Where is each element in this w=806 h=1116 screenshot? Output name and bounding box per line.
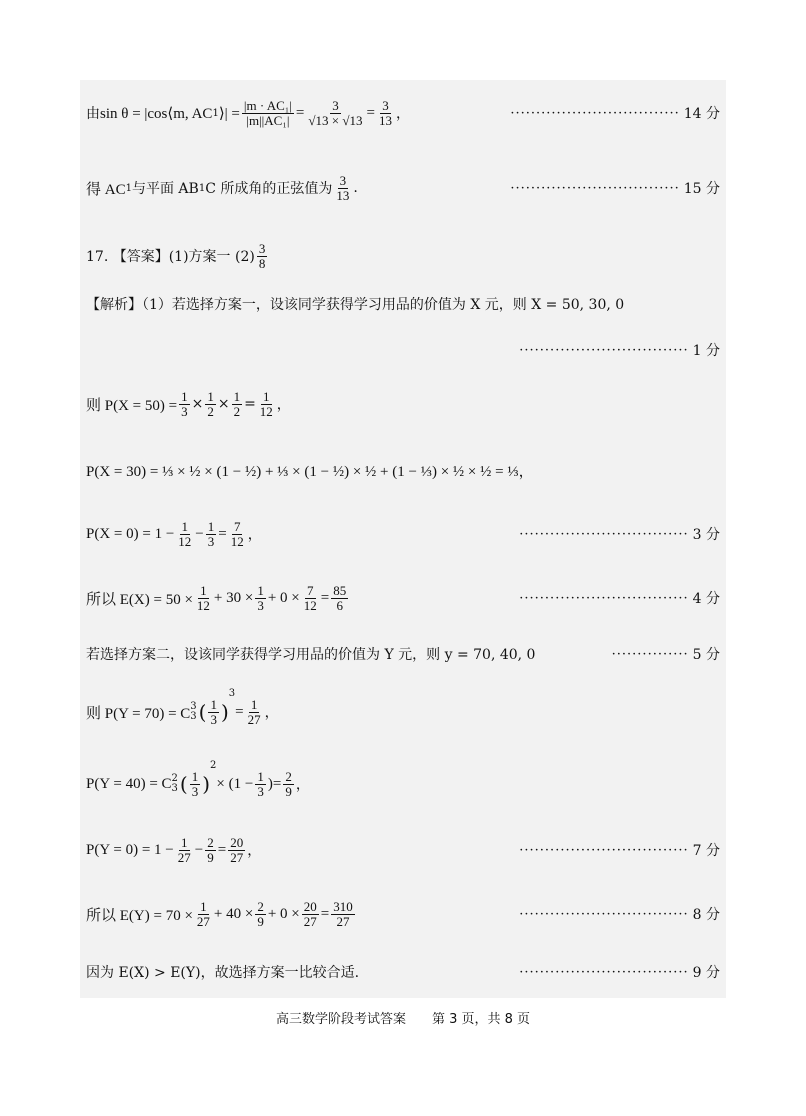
math-prefix: P(Y = 40) = C xyxy=(86,775,172,792)
dot-leader: ································· xyxy=(510,105,680,121)
math-prefix: 所以 E(Y) = 70 × xyxy=(86,907,193,924)
score-15 xyxy=(510,178,720,198)
text-part-2: 与平面 AB xyxy=(131,181,199,197)
score-label: 3 分 xyxy=(692,527,720,543)
math-prefix: 所以 E(X) = 50 × xyxy=(86,591,193,608)
dot-leader: ································· xyxy=(519,590,689,606)
line-ex: 所以 E(X) = 50 × $\frac{1}{12}$ + 30 × $\frac{1}{3}$ + 0 × $\frac{7}{12}$ = $\frac{85}{6}$ xyxy=(86,582,347,613)
score-label: 8 分 xyxy=(692,907,720,923)
text-part-3: C 所成角的正弦值为 xyxy=(205,181,333,197)
dot-leader: ································· xyxy=(519,964,689,980)
line-px0: P(X = 0) = 1 − $\frac{1}{12}$ − $\frac{1}{3}$ = $\frac{7}{12}$ ， xyxy=(86,518,262,549)
math-prefix: P(X = 0) = 1 − xyxy=(86,525,175,542)
score-label: 7 分 xyxy=(692,843,720,859)
math-sub: 1 xyxy=(212,107,219,119)
score-label: 9 分 xyxy=(692,965,720,981)
score-5 xyxy=(612,644,720,664)
text-part-1: 得 AC xyxy=(86,181,126,198)
fraction: $\frac{3}{13}$ xyxy=(336,172,350,203)
conclusion-text: 因为 E(X) > E(Y)，故选择方案一比较合适. xyxy=(86,965,360,981)
dot-leader: ································· xyxy=(519,906,689,922)
math-expr2: ⟩| = xyxy=(218,105,240,122)
score-9 xyxy=(519,962,720,982)
dot-leader: ································· xyxy=(510,180,680,196)
math-prefix: 则 P(X = 50) = xyxy=(86,397,178,414)
score-label: 1 分 xyxy=(692,343,720,359)
line-py40: P(Y = 40) = C 2 3 ( $\frac{1}{3}$ ) 2 × (1 − $\frac{1}{3}$ ) = $\frac{2}{9}$ ， xyxy=(86,760,310,799)
fraction-3: $\frac{3}{13}$ xyxy=(378,97,392,128)
math-expr: P(X = 30) = ⅓ × ½ × (1 − ½) + ⅓ × (1 − ½) × ½ + (1 − ⅓) × ½ × ½ = ⅓， xyxy=(86,463,534,480)
dot-leader: ··············· xyxy=(611,646,689,662)
math-expr: sin θ = |cos⟨m, AC xyxy=(100,105,213,122)
score-3 xyxy=(519,524,720,544)
score-label: 4 分 xyxy=(692,591,720,607)
line-px50: 则 P(X = 50) = $\frac{1}{3}$ × $\frac{1}{2}$ × $\frac{1}{2}$ = $\frac{1}{12}$ ， xyxy=(86,388,291,419)
page-footer: 高三数学阶段考试答案 第 3 页，共 8 页 xyxy=(275,1012,531,1027)
sub-1: 1 xyxy=(125,182,132,194)
math-prefix: P(Y = 0) = 1 − xyxy=(86,841,174,858)
score-4 xyxy=(519,588,720,608)
fraction-2: $\frac{3}{√13 \times √13}$ xyxy=(308,97,363,128)
analysis-text: 【解析】（1）若选择方案一，设该同学获得学习用品的价值为 X 元，则 X = 50, 30, 0 xyxy=(86,297,625,313)
dot-leader: ································· xyxy=(519,842,689,858)
eq-sign-2: = xyxy=(366,104,375,121)
line-py0: P(Y = 0) = 1 − $\frac{1}{27}$ − $\frac{2}{9}$ = $\frac{20}{27}$ ， xyxy=(86,834,262,865)
score-label: 5 分 xyxy=(692,647,720,663)
line-px30 xyxy=(86,448,724,492)
line-analysis-intro xyxy=(86,292,724,316)
plan-two-text: 若选择方案二，设该同学获得学习用品的价值为 Y 元，则 y = 70, 40, 0 xyxy=(86,647,536,663)
math-prefix: 则 P(Y = 70) = C xyxy=(86,705,191,722)
line-answer-17 xyxy=(86,236,724,276)
score-label: 15 分 xyxy=(683,181,720,197)
dot-leader: ································· xyxy=(519,526,689,542)
score-label: 14 分 xyxy=(683,106,720,122)
score-7 xyxy=(519,840,720,860)
eq-sign: = xyxy=(295,104,305,121)
fraction-1: $\frac{\text{|m · AC₁|}}{\text{|m||AC₁|}}$ xyxy=(243,97,292,128)
answer-text: 17. 【答案】(1)方案一 (2) xyxy=(86,249,255,265)
score-8 xyxy=(519,904,720,924)
text-tail: ， xyxy=(395,106,410,122)
score-14 xyxy=(510,103,720,123)
text-tail: ， xyxy=(276,397,291,413)
text-prefix: 由 xyxy=(86,106,100,122)
sub-2: 1 xyxy=(198,182,206,194)
text-tail: . xyxy=(353,180,358,196)
score-1 xyxy=(519,340,720,360)
fraction: $\frac{3}{8}$ xyxy=(258,240,266,271)
line-py70: 则 P(Y = 70) = C 3 3 ( $\frac{1}{3}$ ) 3 = $\frac{1}{27}$ ， xyxy=(86,688,279,727)
dot-leader: ································· xyxy=(519,342,689,358)
line-ey: 所以 E(Y) = 70 × $\frac{1}{27}$ + 40 × $\frac{2}{9}$ + 0 × $\frac{20}{27}$ = $\frac{310}{27}$ xyxy=(86,898,353,929)
